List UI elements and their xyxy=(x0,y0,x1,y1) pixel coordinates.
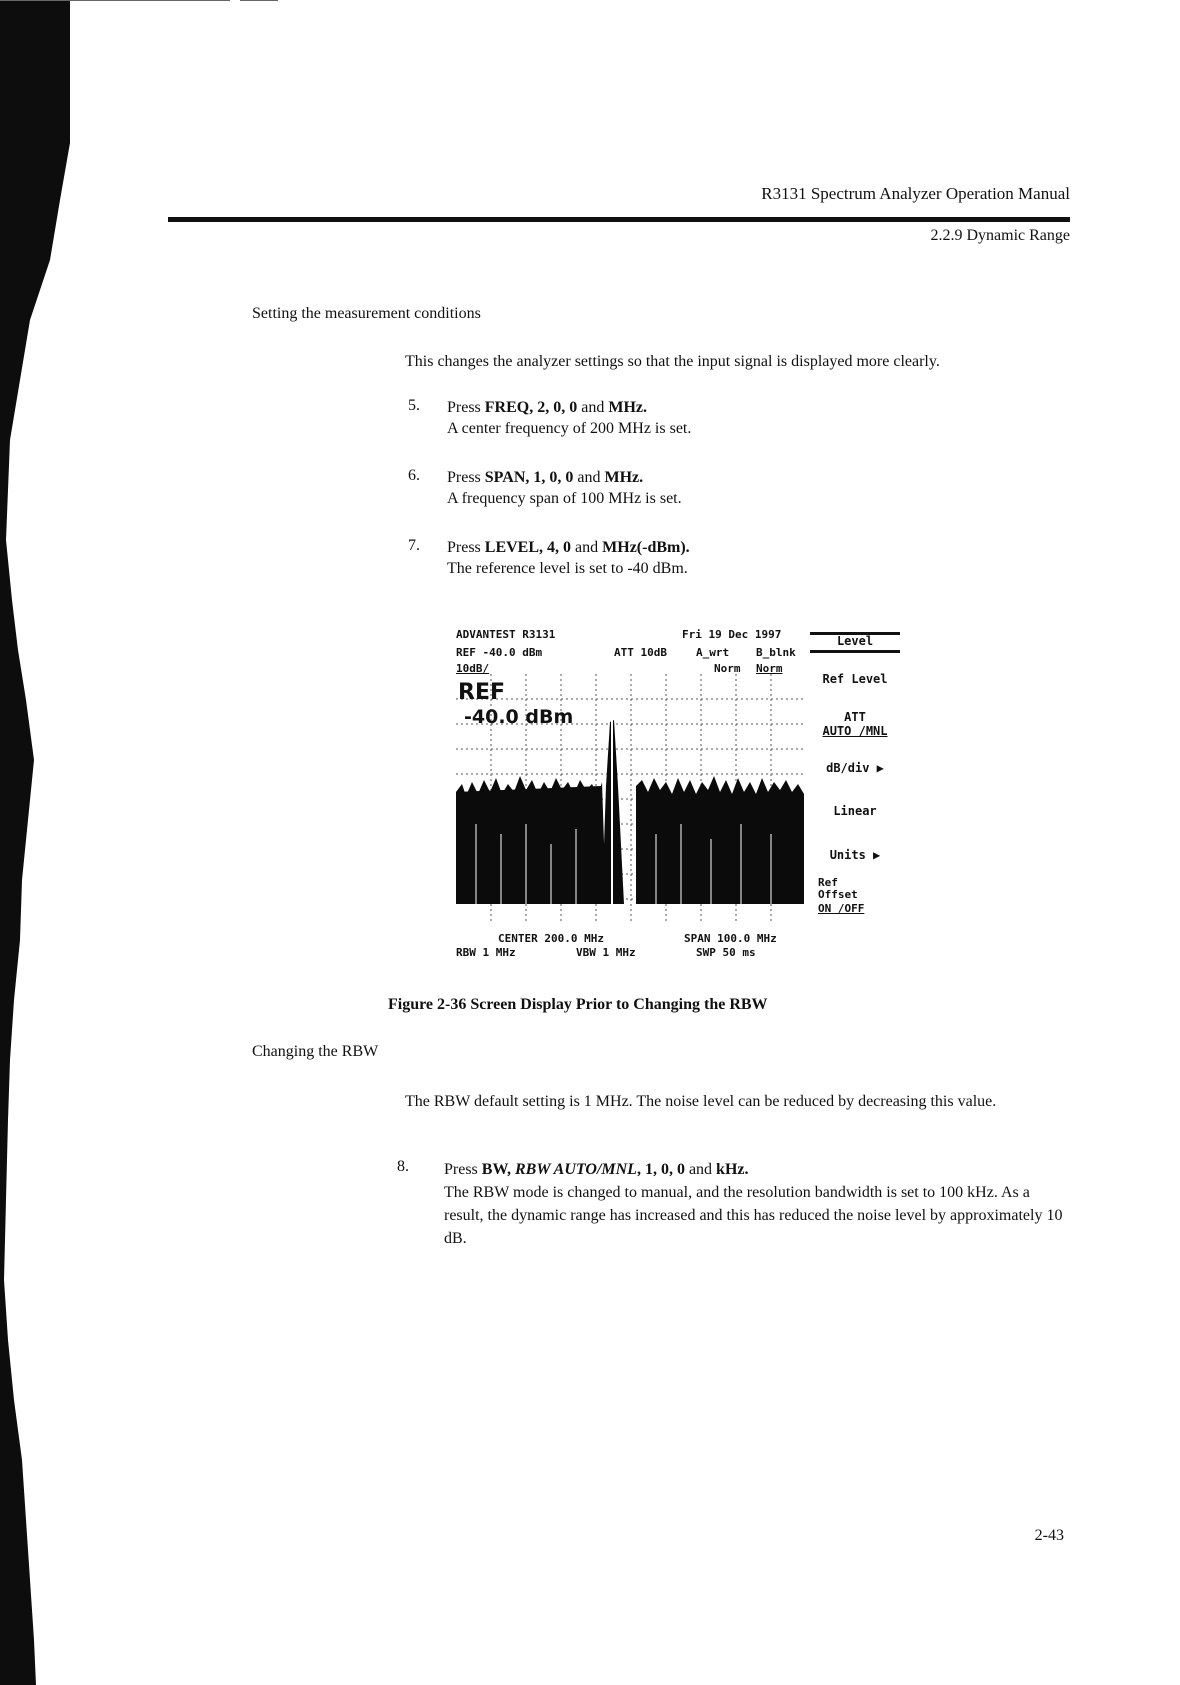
screen-b-trace: B_blnk xyxy=(756,646,796,659)
step-item: Press FREQ, 2, 0, 0 and MHz. A center frequency of 200 MHz is set. xyxy=(447,397,1070,439)
step-result: The RBW mode is changed to manual, and the resolution bandwidth is set to 100 kHz. As a result, the dynamic range has increased and this has reduced the noise level by approximately 10 dB. xyxy=(444,1184,1063,1247)
softkey-ref-offset-3: ON /OFF xyxy=(818,902,865,915)
softkey-att: ATT xyxy=(844,710,866,724)
screen-rbw: RBW 1 MHz xyxy=(456,946,516,959)
header-rule xyxy=(168,217,1070,222)
scan-top-line xyxy=(0,0,230,1)
softkey-ref-offset-2: Offset xyxy=(818,888,858,901)
softkey-rule xyxy=(810,650,900,653)
step-number: 5. xyxy=(408,397,420,414)
manual-title: R3131 Spectrum Analyzer Operation Manual xyxy=(761,184,1070,203)
section-heading: Changing the RBW xyxy=(252,1043,379,1060)
screen-swp: SWP 50 ms xyxy=(696,946,756,959)
step-item: Press LEVEL, 4, 0 and MHz(-dBm). The reference level is set to -40 dBm. xyxy=(447,537,1070,579)
step-result: A frequency span of 100 MHz is set. xyxy=(447,490,682,507)
intro-paragraph: The RBW default setting is 1 MHz. The noise level can be reduced by decreasing this value. xyxy=(405,1093,997,1110)
softkey-units: Units ▶ xyxy=(829,848,881,862)
scan-shadow xyxy=(0,0,70,1685)
analyzer-screen xyxy=(456,628,904,968)
screen-ref-level: REF -40.0 dBm xyxy=(456,646,543,659)
step-number: 8. xyxy=(397,1158,409,1175)
softkey-linear: Linear xyxy=(833,804,877,818)
figure-caption: Figure 2-36 Screen Display Prior to Changing the RBW xyxy=(388,996,768,1013)
screen-date: Fri 19 Dec 1997 xyxy=(682,628,782,641)
screen-a-trace: A_wrt xyxy=(696,646,730,659)
screen-span: SPAN 100.0 MHz xyxy=(684,932,777,945)
intro-paragraph: This changes the analyzer settings so that the input signal is displayed more clearly. xyxy=(405,353,940,370)
step-number: 7. xyxy=(408,537,420,554)
softkey-menu-title: Level xyxy=(836,634,874,648)
step-item: Press SPAN, 1, 0, 0 and MHz. A frequency span of 100 MHz is set. xyxy=(447,467,1070,509)
step-number: 6. xyxy=(408,467,420,484)
screen-vbw: VBW 1 MHz xyxy=(576,946,636,959)
page-number: 2-43 xyxy=(1034,1527,1064,1544)
ref-value: -40.0 dBm xyxy=(464,706,574,728)
step-result: A center frequency of 200 MHz is set. xyxy=(447,420,692,437)
screen-norm-1: Norm xyxy=(714,662,741,675)
ref-label: REF xyxy=(458,680,505,705)
scan-top-line-2 xyxy=(240,0,278,1)
softkey-ref-level: Ref Level xyxy=(822,672,888,686)
softkey-db-div: dB/div ▶ xyxy=(826,761,884,775)
section-title: 2.2.9 Dynamic Range xyxy=(930,227,1070,244)
section-heading: Setting the measurement conditions xyxy=(252,305,481,322)
step-item: Press BW, RBW AUTO/MNL, 1, 0, 0 and kHz. The RBW mode is changed to manual, and the resolution bandwidth is set to 100 kHz. As a result, the dynamic range has increased and this has reduced the noise level by approximately 10 dB. xyxy=(444,1158,1070,1250)
softkey-ref-offset-1: Ref xyxy=(818,876,838,889)
screen-center: CENTER 200.0 MHz xyxy=(498,932,604,945)
screen-scale: 10dB/ xyxy=(456,662,490,675)
screen-brand: ADVANTEST R3131 xyxy=(456,628,556,641)
screen-att: ATT 10dB xyxy=(614,646,667,659)
step-result: The reference level is set to -40 dBm. xyxy=(447,560,688,577)
softkey-att-mode: AUTO /MNL xyxy=(822,724,888,738)
screen-norm-2: Norm xyxy=(756,662,783,675)
